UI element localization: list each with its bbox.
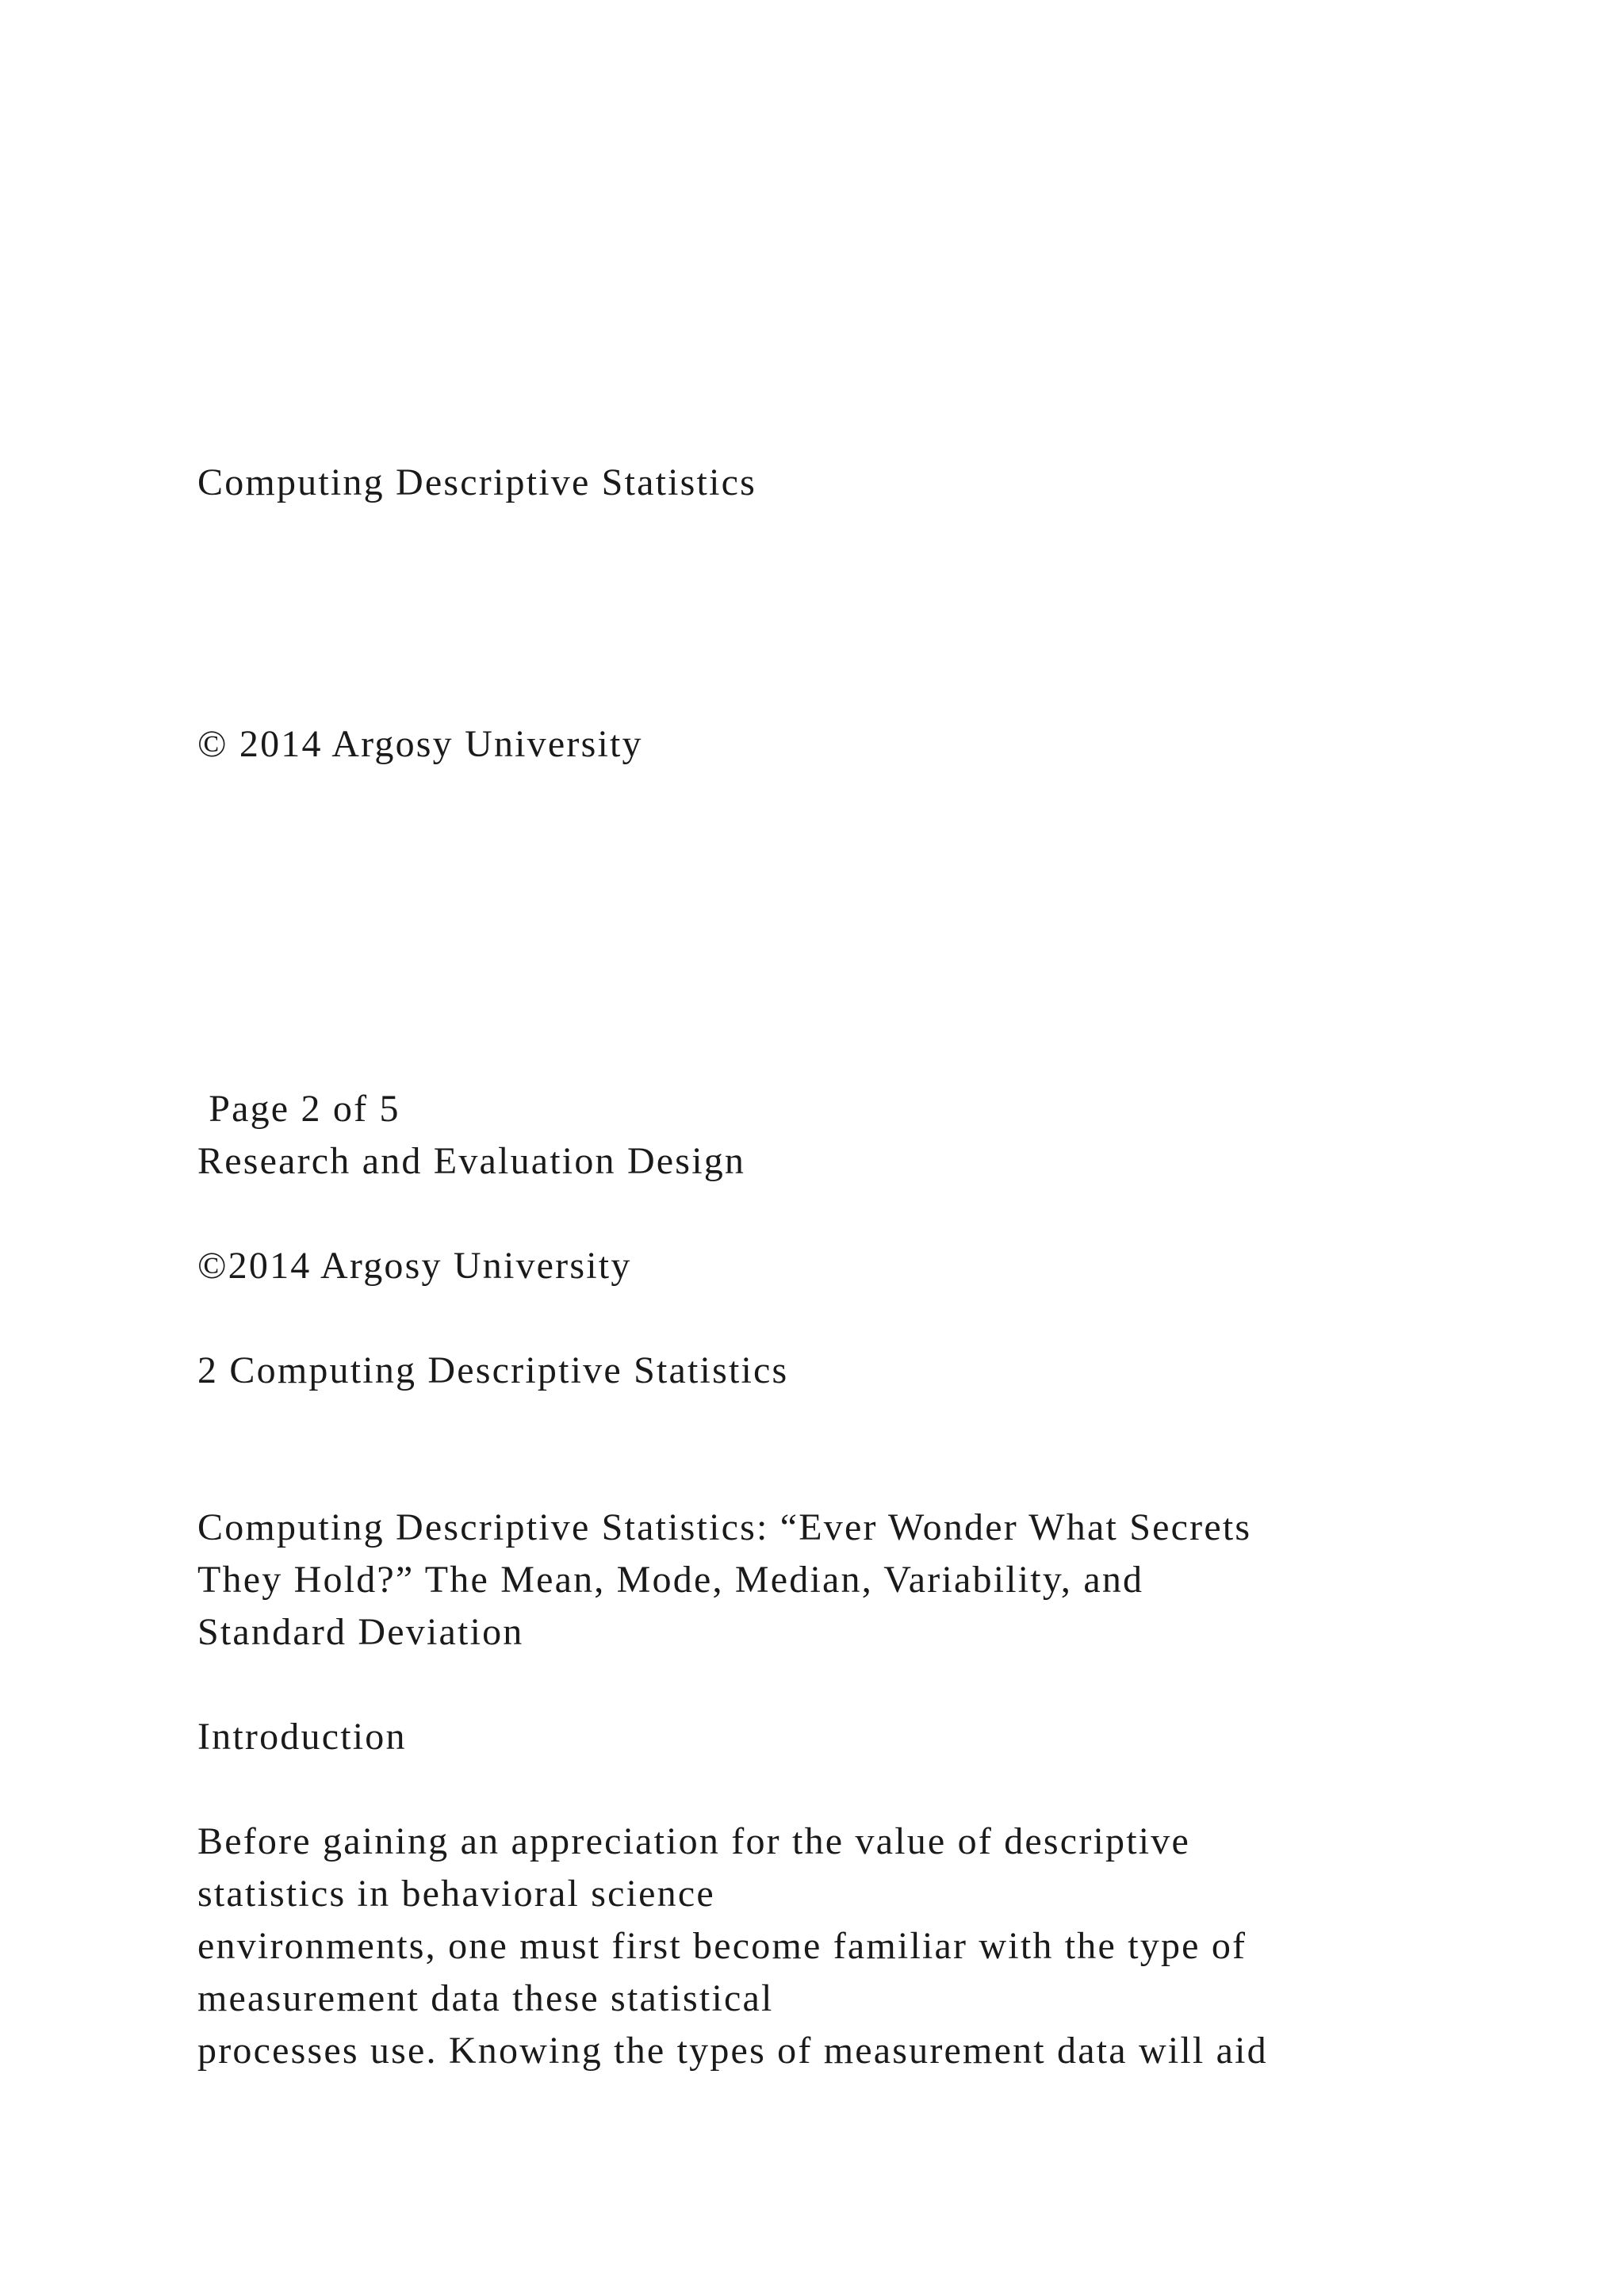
heading-line-2: They Hold?” The Mean, Mode, Median, Variability, and: [197, 1559, 1144, 1601]
heading-line-3: Standard Deviation: [197, 1611, 524, 1653]
body-line-1: Before gaining an appreciation for the value of descriptive: [197, 1820, 1191, 1862]
body-line-2: statistics in behavioral science: [197, 1873, 715, 1915]
body-line-3: environments, one must first become familiar with the type of: [197, 1925, 1247, 1967]
section-title: Introduction: [197, 1716, 407, 1758]
body-line-5: processes use. Knowing the types of measurement data will aid: [197, 2030, 1268, 2072]
running-title: 2 Computing Descriptive Statistics: [197, 1349, 789, 1391]
course-name: Research and Evaluation Design: [197, 1140, 746, 1182]
page-indicator: Page 2 of 5: [197, 1088, 400, 1130]
body-line-4: measurement data these statistical: [197, 1977, 774, 2019]
heading-line-1: Computing Descriptive Statistics: “Ever Wonder What Secrets: [197, 1506, 1252, 1548]
header-copyright: ©2014 Argosy University: [197, 1245, 632, 1287]
copyright-notice: © 2014 Argosy University: [197, 723, 643, 765]
document-title: Computing Descriptive Statistics: [197, 461, 757, 503]
